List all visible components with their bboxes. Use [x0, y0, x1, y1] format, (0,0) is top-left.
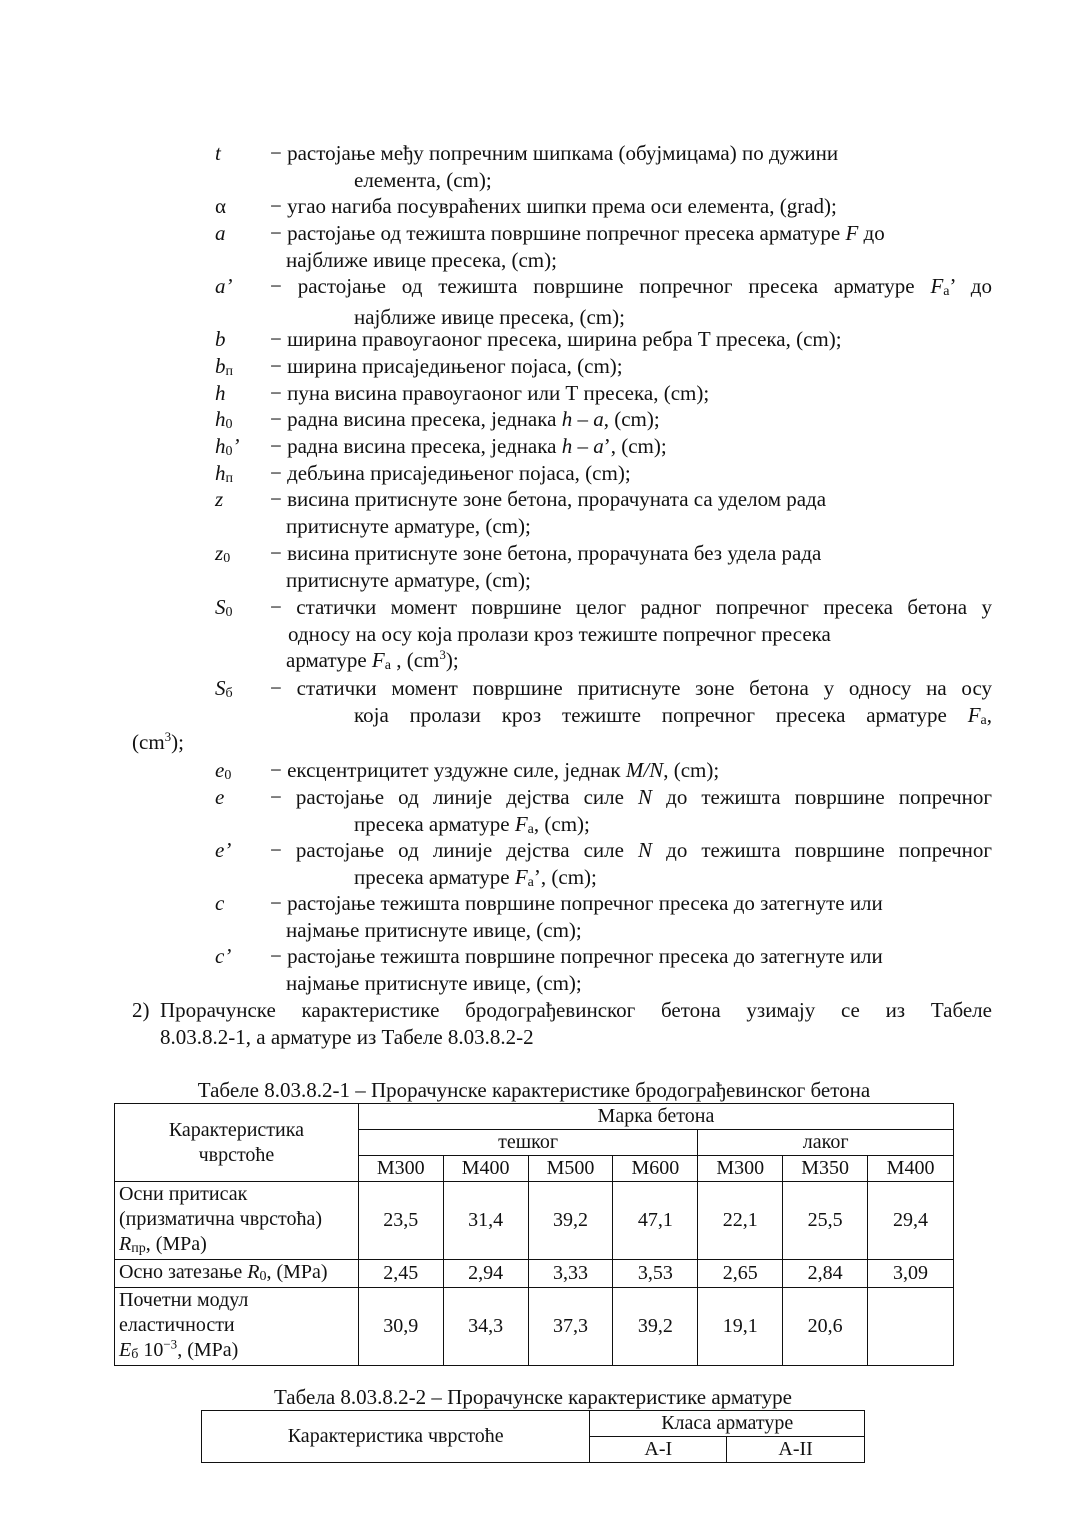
symbol: e’: [215, 838, 232, 862]
column-header: M400: [443, 1156, 528, 1182]
symbol: α: [215, 194, 227, 218]
symbol: t: [215, 141, 221, 165]
paragraph-text: 8.03.8.2-1, а арматуре из Табеле 8.03.8.2-2: [160, 1025, 534, 1049]
paragraph-number: 2): [132, 998, 150, 1022]
definition-text: − угао нагиба посувраћених шипки према оси елемента, (grad);: [270, 194, 837, 218]
row-label-text: еластичности: [119, 1314, 235, 1336]
table-cell: 34,3: [443, 1288, 528, 1366]
table-cell: 31,4: [443, 1182, 528, 1260]
definition-text: − растојање од линије дејства силе N до тежишта површине попречног: [270, 838, 992, 862]
row-label: [115, 1288, 359, 1366]
table-cell: 2,94: [443, 1260, 528, 1288]
table-cell: 2,84: [783, 1260, 868, 1288]
row-label-text: (призматична чврстоћа): [119, 1208, 323, 1230]
definition-text: елемента, (cm);: [354, 167, 492, 192]
symbol: bп: [215, 354, 233, 379]
reinforcement-characteristics-table: [201, 1410, 865, 1463]
definition-text: − дебљина присаједињеног појаса, (cm);: [270, 461, 631, 485]
row-label-text: Rпр, (MPa): [119, 1233, 207, 1256]
header-text: чврстоће: [198, 1143, 275, 1166]
table-cell: 20,6: [783, 1288, 868, 1366]
definition-text: − растојање од линије дејства силе N до тежишта површине попречног: [270, 785, 992, 809]
symbol: h: [215, 381, 226, 405]
table-cell: 3,33: [528, 1260, 613, 1288]
definition-text: − радна висина пресека, једнака h – a’, (cm);: [270, 434, 667, 458]
definition-text: најмање притиснуте ивице, (cm);: [286, 970, 582, 995]
header-characteristic: [115, 1104, 359, 1182]
definition-text: најмање притиснуте ивице, (cm);: [286, 917, 582, 942]
column-header: M500: [528, 1156, 613, 1182]
concrete-characteristics-table: [114, 1103, 954, 1366]
definition-text: − ширина присаједињеног појаса, (cm);: [270, 354, 623, 378]
column-header: A-II: [727, 1437, 865, 1463]
symbol: Sб: [215, 676, 233, 701]
table-cell: 23,5: [358, 1182, 443, 1260]
table-cell: 22,1: [698, 1182, 783, 1260]
table-cell: 3,09: [868, 1260, 954, 1288]
definition-text: − растојање од тежишта површине попречног пресека арматуре F до: [270, 221, 885, 245]
row-label-text: Eб $10^{-3}$, (MPa): [119, 1336, 239, 1362]
column-header: A-I: [590, 1437, 727, 1463]
table-row: [115, 1288, 954, 1366]
table-cell: 29,4: [868, 1182, 954, 1260]
definition-text: − статички момент површине притиснуте зоне бетона у односу на осу: [270, 676, 992, 700]
table-cell: 3,53: [613, 1260, 698, 1288]
symbol: S0: [215, 595, 233, 620]
definition-text: арматуре Fa , $(cm^3)$;: [286, 647, 459, 673]
definition-text: притиснуте арматуре, (cm);: [286, 567, 531, 592]
table-cell: 39,2: [613, 1288, 698, 1366]
symbol: z0: [215, 541, 231, 566]
definition-text: $(cm^3)$;: [132, 729, 184, 754]
symbol: e0: [215, 758, 232, 783]
header-reinforcement-class: Класа арматуре: [590, 1411, 865, 1437]
header-heavy: тешког: [358, 1130, 698, 1156]
table-row: [115, 1260, 954, 1288]
definition-text: − растојање међу попречним шипкама (обујмицама) по дужини: [270, 141, 839, 165]
header-text: Карактеристика: [168, 1118, 305, 1141]
symbol: hп: [215, 461, 233, 486]
column-header: M600: [613, 1156, 698, 1182]
table-cell: 37,3: [528, 1288, 613, 1366]
definition-text: − растојање од тежишта површине попречног пресека арматуре Fa’ до: [270, 274, 992, 299]
definition-text: притиснуте арматуре, (cm);: [286, 513, 531, 538]
table-cell: 25,5: [783, 1182, 868, 1260]
symbol: c: [215, 891, 225, 915]
symbol: z: [215, 487, 224, 511]
definition-text: − растојање тежишта површине попречног пресека до затегнуте или: [270, 944, 883, 968]
column-header: M400: [868, 1156, 954, 1182]
table-cell: 2,65: [698, 1260, 783, 1288]
symbol: h0: [215, 407, 233, 432]
definition-text: − растојање тежишта површине попречног пресека до затегнуте или: [270, 891, 883, 915]
row-label: [115, 1182, 359, 1260]
definition-text: − висина притиснуте зоне бетона, прорачуната са уделом рада: [270, 487, 827, 511]
definition-text: најближе ивице пресека, (cm);: [354, 304, 625, 329]
definition-text: − ширина правоугаоног пресека, ширина ребра Т пресека, (cm);: [270, 327, 842, 351]
symbol: c’: [215, 944, 232, 968]
paragraph-text: Прорачунске карактеристике бродограђевинског бетона узимају се из Табеле: [160, 998, 992, 1022]
column-header: M300: [698, 1156, 783, 1182]
table-cell: 39,2: [528, 1182, 613, 1260]
definition-text: − висина притиснуте зоне бетона, прорачуната без удела рада: [270, 541, 822, 565]
header-concrete-grade: Марка бетона: [358, 1104, 953, 1130]
symbol: a’: [215, 274, 233, 298]
definition-text: − статички момент површине целог радног попречног пресека бетона у: [270, 595, 992, 619]
table-cell: [868, 1288, 954, 1366]
symbol: e: [215, 785, 225, 809]
symbol: a: [215, 221, 226, 245]
paragraph-2: [132, 997, 992, 1051]
definition-text: пресека арматуре Fa, (cm);: [354, 811, 590, 837]
table1-caption: Табеле 8.03.8.2-1 – Прорачунске карактеристике бродограђевинског бетона: [197, 1078, 871, 1102]
definition-text: која пролази кроз тежиште попречног пресека арматуре Fa,: [354, 702, 992, 728]
row-label: Осно затезање R0, (MPa): [115, 1260, 359, 1288]
definition-text: пресека арматуре Fa’, (cm);: [354, 864, 597, 890]
table2-caption: Табела 8.03.8.2-2 – Прорачунске карактеристике арматуре: [274, 1385, 792, 1409]
row-label-text: Почетни модул: [119, 1289, 249, 1311]
definition-text: − радна висина пресека, једнака h – a, (cm);: [270, 407, 660, 431]
header-light: лаког: [698, 1130, 954, 1156]
table-cell: 47,1: [613, 1182, 698, 1260]
column-header: M300: [358, 1156, 443, 1182]
definition-text: односу на осу која пролази кроз тежиште попречног пресека: [288, 621, 831, 646]
row-label-text: Осни притисак: [119, 1183, 248, 1205]
definition-text: најближе ивице пресека, (cm);: [286, 247, 557, 272]
symbol: h0’: [215, 434, 240, 459]
symbol: b: [215, 327, 226, 351]
table-cell: 30,9: [358, 1288, 443, 1366]
table-cell: 2,45: [358, 1260, 443, 1288]
column-header: M350: [783, 1156, 868, 1182]
table-row: [115, 1182, 954, 1260]
header-characteristic: Карактеристика чврстоће: [202, 1411, 590, 1463]
definition-text: − пуна висина правоугаоног или Т пресека, (cm);: [270, 381, 710, 405]
table-cell: 19,1: [698, 1288, 783, 1366]
definition-text: − ексцентрицитет уздужне силе, једнак M/N, (cm);: [270, 758, 720, 782]
